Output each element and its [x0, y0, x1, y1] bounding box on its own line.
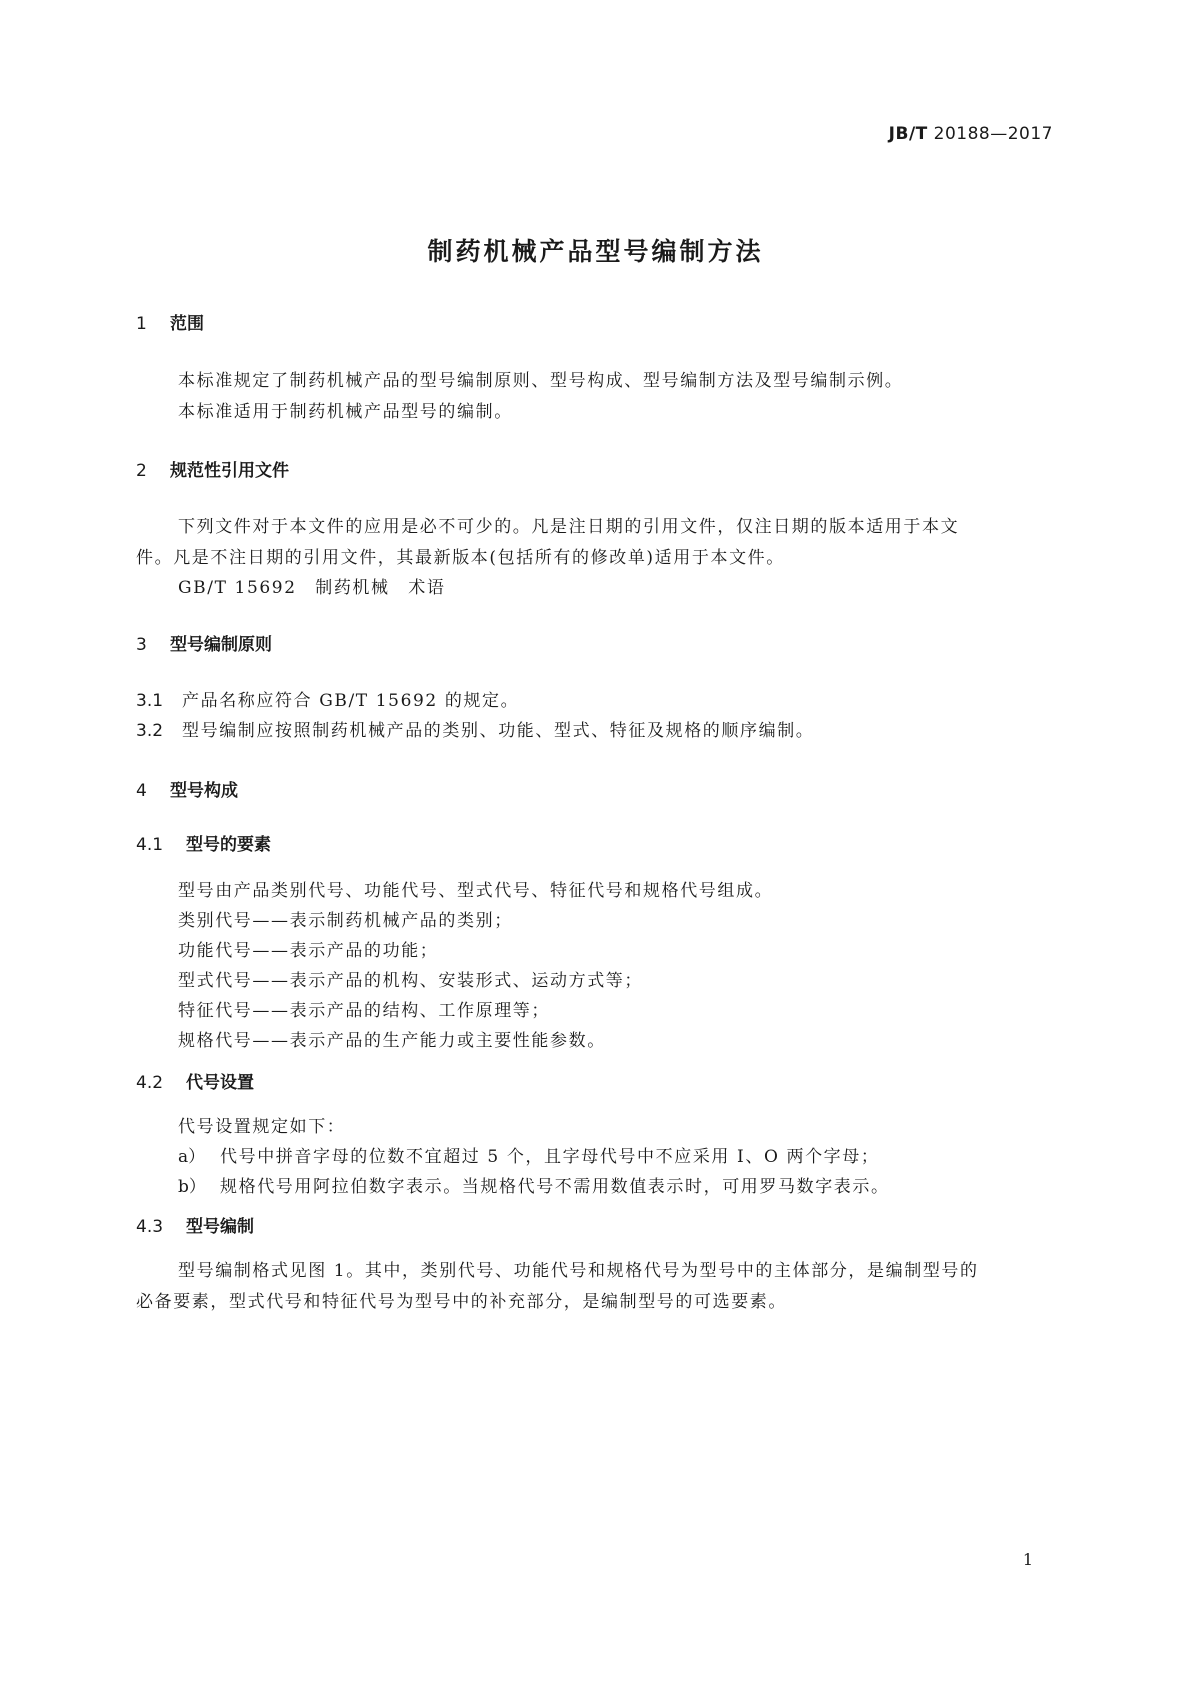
section-title: 型号构成 [170, 781, 238, 801]
subsection-number: 4.1 [136, 835, 164, 855]
clause-3-2 [136, 716, 814, 741]
element-line: 规格代号——表示产品的生产能力或主要性能参数。 [178, 1031, 606, 1051]
clause-number: 3.1 [136, 691, 164, 711]
subsection-title: 代号设置 [186, 1073, 254, 1093]
subsection-number: 4.3 [136, 1217, 164, 1237]
section-number: 4 [136, 781, 147, 801]
subsection-number: 4.2 [136, 1073, 164, 1093]
section-title: 范围 [170, 314, 204, 334]
clause-number: 3.2 [136, 721, 164, 741]
standard-code [889, 124, 1053, 144]
standard-code-prefix: JB/T [888, 124, 928, 144]
paragraph-line: 件。凡是不注日期的引用文件，其最新版本(包括所有的修改单)适用于本文件。 [136, 548, 785, 568]
element-line: 功能代号——表示产品的功能； [178, 941, 439, 961]
section-title: 规范性引用文件 [170, 461, 289, 481]
standard-code-number: 20188—2017 [933, 124, 1053, 144]
paragraph: 本标准适用于制药机械产品型号的编制。 [178, 402, 513, 422]
section-title: 型号编制原则 [170, 635, 272, 655]
subsection-4-3-heading [136, 1212, 254, 1237]
subsection-4-1-heading [136, 830, 271, 855]
paragraph-line: 型号编制格式见图 1。其中，类别代号、功能代号和规格代号为型号中的主体部分，是编制型号的 [178, 1261, 979, 1281]
document-title: 制药机械产品型号编制方法 [427, 237, 764, 266]
element-line: 型号由产品类别代号、功能代号、型式代号、特征代号和规格代号组成。 [178, 881, 774, 901]
clause-text: 产品名称应符合 GB/T 15692 的规定。 [182, 691, 520, 711]
clause-3-1 [136, 686, 519, 711]
element-line: 特征代号——表示产品的结构、工作原理等； [178, 1001, 550, 1021]
list-item-b [178, 1172, 890, 1197]
list-marker: b） [178, 1177, 206, 1197]
clause-text: 型号编制应按照制药机械产品的类别、功能、型式、特征及规格的顺序编制。 [182, 721, 815, 741]
list-marker: a） [178, 1147, 206, 1167]
section-number: 2 [136, 461, 147, 481]
section-3-heading [136, 630, 272, 655]
page-number: 1 [1022, 1550, 1033, 1569]
section-number: 3 [136, 635, 147, 655]
list-item-text: 规格代号用阿拉伯数字表示。当规格代号不需用数值表示时，可用罗马数字表示。 [220, 1177, 890, 1197]
paragraph: 本标准规定了制药机械产品的型号编制原则、型号构成、型号编制方法及型号编制示例。 [178, 371, 904, 391]
paragraph-line: 必备要素，型式代号和特征代号为型号中的补充部分，是编制型号的可选要素。 [136, 1292, 787, 1312]
section-number: 1 [136, 314, 147, 334]
element-line: 类别代号——表示制药机械产品的类别； [178, 911, 513, 931]
paragraph-line: 下列文件对于本文件的应用是必不可少的。凡是注日期的引用文件，仅注日期的版本适用于本文 [178, 517, 960, 537]
list-intro: 代号设置规定如下： [178, 1117, 346, 1137]
section-2-heading [136, 456, 289, 481]
subsection-title: 型号编制 [186, 1217, 254, 1237]
section-1-heading [136, 309, 204, 334]
list-item-text: 代号中拼音字母的位数不宜超过 5 个，且字母代号中不应采用 I、O 两个字母； [220, 1147, 880, 1167]
element-line: 型式代号——表示产品的机构、安装形式、运动方式等； [178, 971, 643, 991]
subsection-4-2-heading [136, 1068, 254, 1093]
subsection-title: 型号的要素 [186, 835, 271, 855]
section-4-heading [136, 776, 238, 801]
list-item-a [178, 1142, 879, 1167]
normative-reference: GB/T 15692 制药机械 术语 [178, 578, 446, 598]
